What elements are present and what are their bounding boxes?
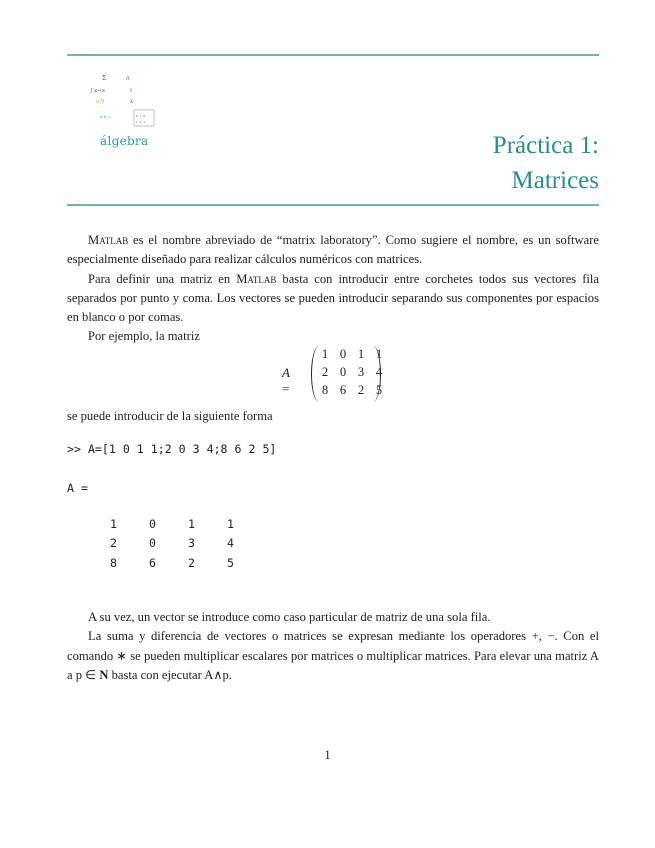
matrix-equals: =	[282, 381, 290, 396]
output-cell: 1	[188, 517, 195, 531]
matrix-cell: 3	[357, 365, 365, 379]
naturals-symbol: N	[99, 667, 109, 682]
output-cell: 4	[227, 536, 234, 551]
logo-wordmark: álgebra	[100, 134, 149, 148]
matlab-name: Matlab	[88, 233, 129, 247]
paragraph-1	[67, 231, 599, 270]
svg-text:a·b =: a·b =	[100, 114, 111, 119]
header-top-rule	[67, 54, 599, 56]
after-matrix-text	[67, 407, 599, 426]
matrix-cell: 8	[321, 383, 329, 397]
output-matrix	[94, 517, 250, 575]
matrix-cell: 0	[339, 365, 347, 379]
paragraph-5-text-a: La suma y diferencia de vectores o matrices se expresan mediante los operadores +, −. Con el comando ∗ se pueden multiplicar escalares por matrices o multiplicar matrices. Para elevar una matriz A a p ∈	[67, 629, 599, 682]
header-bottom-rule	[67, 204, 599, 206]
output-cell: 8	[110, 555, 117, 570]
matrix-cell: 2	[321, 365, 329, 379]
output-label: A =	[67, 481, 88, 495]
matrix-cell: 1	[357, 347, 365, 361]
output-cell: 2	[188, 555, 195, 570]
matrix-cell: 1	[375, 347, 383, 361]
paragraph-2-text-b: basta con introducir entre corchetes todos sus vectores fila separados por punto y coma. Los vectores se pueden introducir separando sus componentes por espacios en blanco o por comas.	[67, 271, 599, 325]
svg-text:ℓ: ℓ	[130, 88, 133, 94]
page-title-line1: Práctica 1:	[492, 132, 599, 159]
paragraph-5-text-b: basta con ejecutar A∧p.	[108, 667, 232, 682]
matrix-cell: 4	[375, 365, 383, 379]
matlab-name: Matlab	[236, 271, 277, 286]
matrix-cell: 5	[375, 383, 383, 397]
paragraph-1-text: es el nombre abreviado de “matrix laboratory”. Como sugiere el nombre, es un software especialmente diseñado para realizar cálculos numéricos con matrices.	[67, 233, 599, 267]
svg-text:λ: λ	[130, 99, 134, 105]
output-cell: 5	[227, 555, 234, 570]
output-cell: 3	[188, 536, 195, 551]
svg-text:∂: ∂	[126, 75, 130, 82]
matrix-cell: 6	[339, 383, 347, 397]
svg-text:∫ x→∞: ∫ x→∞	[90, 88, 106, 94]
paragraph-2-text-a: Para definir una matriz en	[88, 271, 237, 286]
paragraph-5	[67, 627, 599, 685]
closing-text	[67, 608, 599, 685]
output-cell: 1	[227, 517, 234, 531]
matrix-label	[282, 365, 290, 397]
svg-text:1 0 1: 1 0 1	[136, 120, 146, 124]
matrix-name: A	[282, 365, 290, 380]
page-title-line2: Matrices	[511, 167, 599, 194]
output-cell: 1	[110, 517, 117, 531]
paragraph-3: Por ejemplo, la matriz	[88, 329, 200, 344]
page-number: 1	[324, 748, 331, 762]
after-matrix-line: se puede introducir de la siguiente forma	[67, 409, 273, 423]
output-cell: 0	[149, 517, 156, 531]
matrix-cell: 2	[357, 383, 365, 397]
svg-text:π ∇: π ∇	[96, 99, 105, 105]
matrix-cell: 0	[339, 347, 347, 361]
output-cell: 2	[110, 536, 117, 551]
paragraph-4: A su vez, un vector se introduce como caso particular de matriz de una sola fila.	[88, 610, 491, 624]
intro-text	[67, 231, 599, 347]
paragraph-2	[67, 270, 599, 328]
matlab-command: >> A=[1 0 1 1;2 0 3 4;8 6 2 5]	[67, 442, 277, 456]
svg-text:0 1 0: 0 1 0	[136, 114, 146, 118]
output-cell: 0	[149, 536, 156, 551]
output-cell: 6	[149, 555, 156, 570]
svg-text:Σ: Σ	[102, 75, 107, 82]
matrix-cell: 1	[321, 347, 329, 361]
